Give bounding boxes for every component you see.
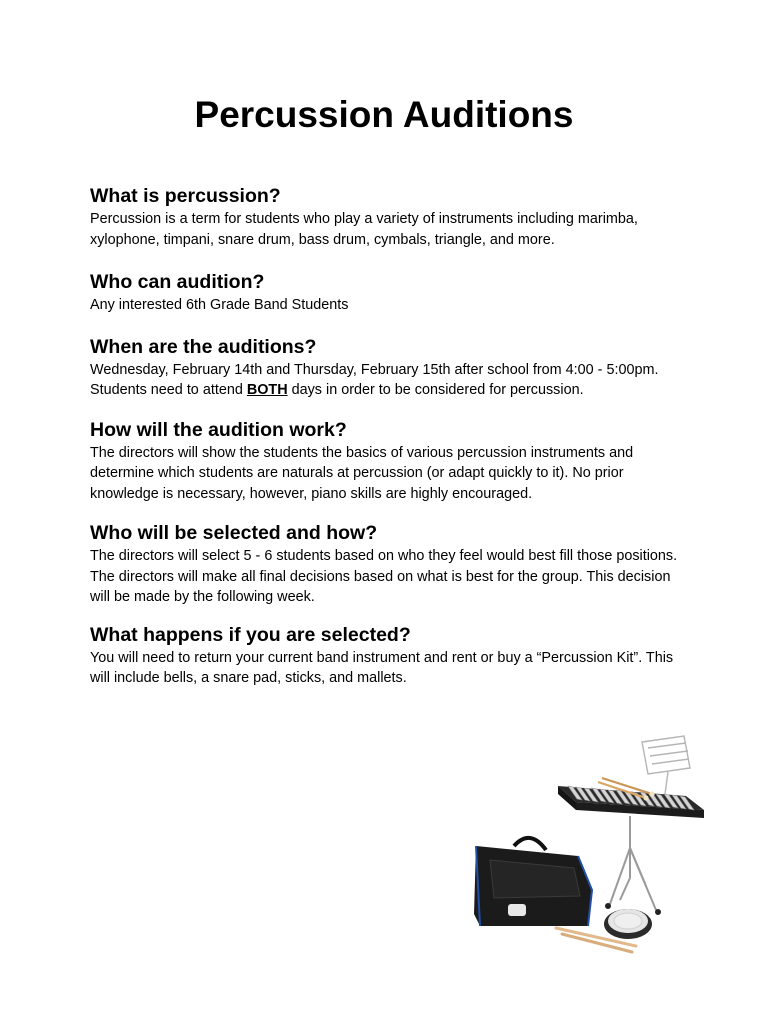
section-heading: When are the auditions?: [90, 335, 317, 358]
section-body-text: days in order to be considered for percussion.: [287, 382, 584, 398]
practice-pad: [604, 909, 652, 939]
section-body: Any interested 6th Grade Band Students: [90, 297, 349, 313]
section-how-audition-works: [90, 417, 690, 505]
section-heading: Who can audition?: [90, 271, 265, 293]
section-body-text: Wednesday, February 14th and Thursday, February 15th after school from 4:00 - 5:00pm. Students need to attend: [90, 361, 659, 398]
document-body: [90, 183, 690, 708]
section-body: The directors will select 5 - 6 students based on who they feel would best fill those positions. The directors will make all final decisions based on what is best for the group. This decision will be made by the following week.: [90, 548, 678, 605]
section-body: [90, 360, 690, 401]
section-heading: What is percussion?: [90, 185, 281, 207]
page-title: Percussion Auditions: [194, 94, 574, 135]
section-body: You will need to return your current band instrument and rent or buy a “Percussion Kit”. This will include bells, a snare pad, sticks, and mallets.: [90, 649, 674, 686]
section-body: Percussion is a term for students who play a variety of instruments including marimba, xylophone, timpani, snare drum, bass drum, cymbals, triangle, and more.: [90, 211, 638, 248]
section-heading: What happens if you are selected?: [90, 623, 411, 646]
section-heading: Who will be selected and how?: [90, 522, 378, 544]
emphasis-both: BOTH: [246, 382, 288, 398]
glockenspiel: [558, 778, 704, 818]
carry-bag: [474, 838, 592, 926]
section-if-selected: [90, 622, 690, 689]
section-what-is-percussion: [90, 183, 690, 250]
section-who-can-audition: [90, 269, 690, 316]
kit-stand: [610, 816, 656, 910]
percussion-kit-illustration: [470, 728, 708, 956]
music-stand: [642, 736, 690, 794]
section-when-are-auditions: [90, 334, 690, 401]
section-heading: How will the audition work?: [90, 418, 347, 441]
section-who-selected: [90, 520, 690, 608]
section-body: The directors will show the students the basics of various percussion instruments and determine which students are naturals at percussion (or adapt quickly to it). No prior knowledge is necessary, however, piano skills are highly encouraged.: [90, 444, 634, 502]
